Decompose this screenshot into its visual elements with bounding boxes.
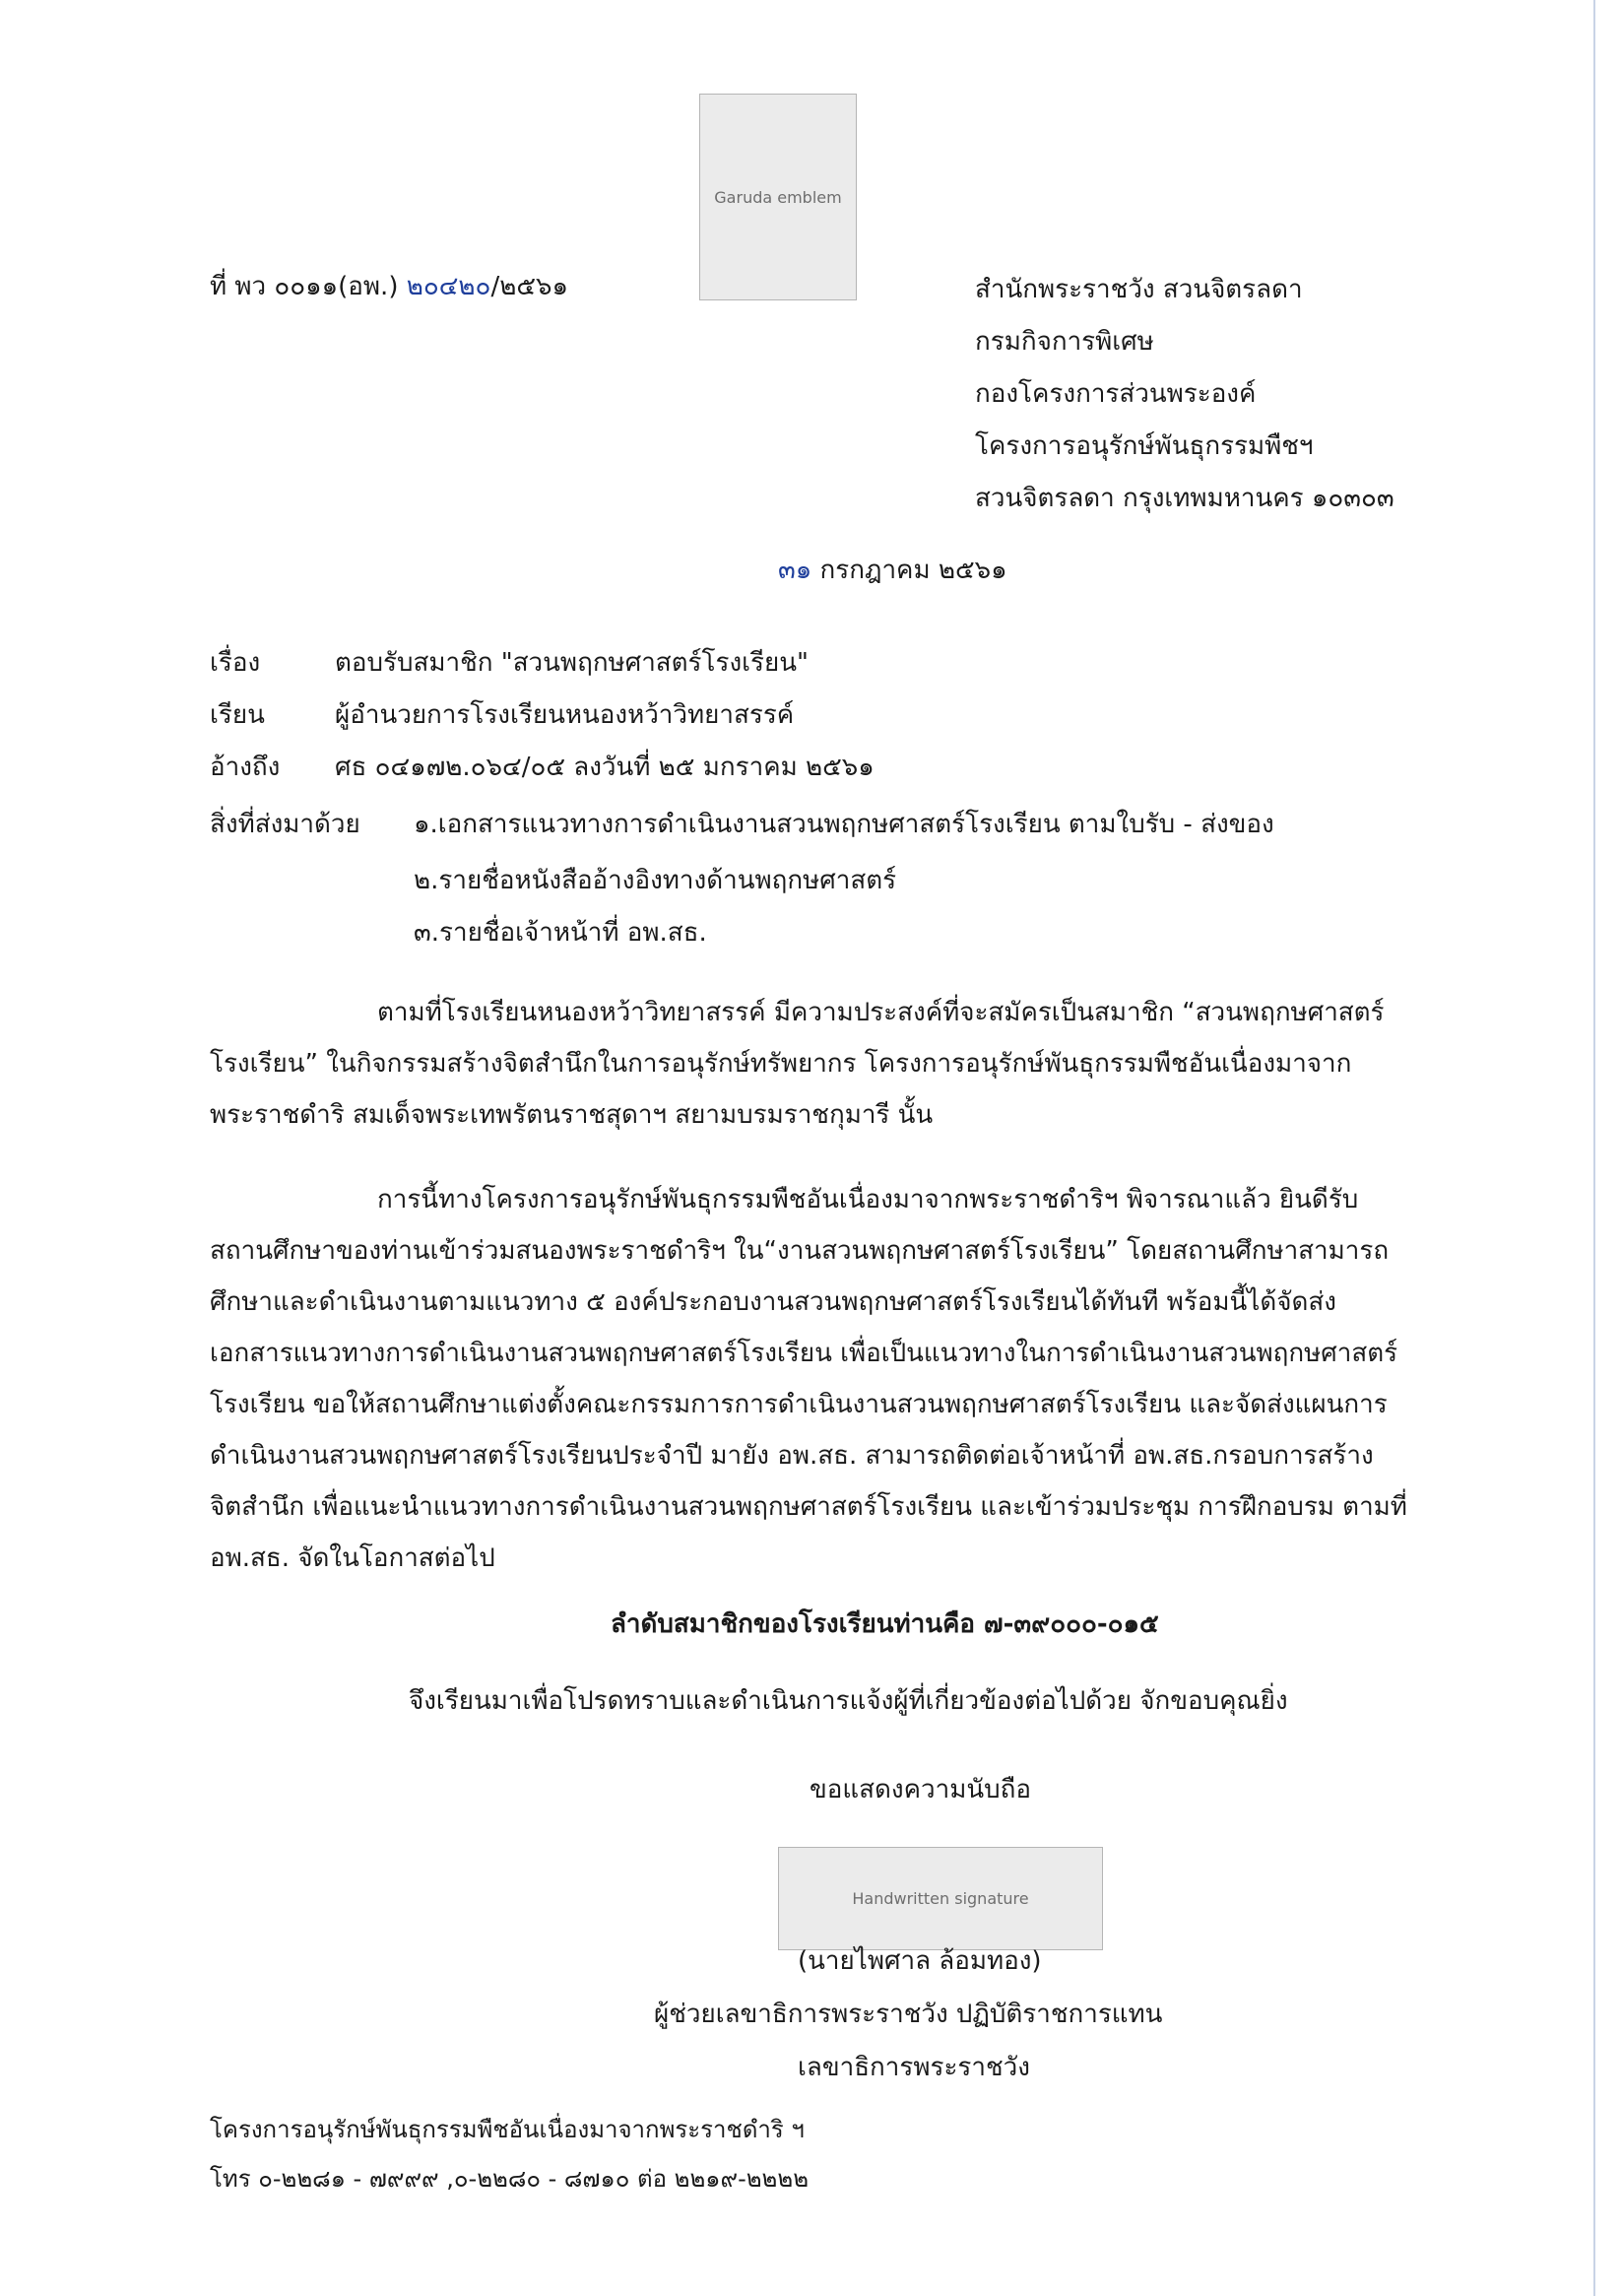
paragraph-line: สถานศึกษาของท่านเข้าร่วมสนองพระราชดำริฯ ใน“งานสวนพฤกษศาสตร์โรงเรียน” โดยสถานศึกษาสามารถ: [210, 1236, 1390, 1266]
address-line: กองโครงการส่วนพระองค์: [975, 379, 1257, 409]
reference-suffix: /๒๕๖๑: [490, 272, 569, 301]
paragraph-line: โรงเรียน” ในกิจกรรมสร้างจิตสำนึกในการอนุรักษ์ทรัพยากร โครงการอนุรักษ์พันธุกรรมพืชอันเนื่องมาจาก: [210, 1049, 1352, 1079]
body-paragraph-2: [210, 1174, 1431, 1584]
reference-label: อ้างถึง: [210, 753, 281, 782]
member-number: ลำดับสมาชิกของโรงเรียนท่านคือ ๗-๓๙๐๐๐-๐๑๕: [611, 1609, 1159, 1639]
recipient-label: เรียน: [210, 700, 265, 730]
letter-date: [778, 550, 1007, 590]
enclosure-item: ๑.เอกสารแนวทางการดำเนินงานสวนพฤกษศาสตร์โรงเรียน ตามใบรับ - ส่งของ: [414, 810, 1274, 839]
signer-office: เลขาธิการพระราชวัง: [798, 2053, 1030, 2082]
signature-image: Handwritten signature: [778, 1847, 1103, 1950]
paragraph-line: ดำเนินงานสวนพฤกษศาสตร์โรงเรียนประจำปี มายัง อพ.สธ. สามารถติดต่อเจ้าหน้าที่ อพ.สธ.กรอบการสร้าง: [210, 1441, 1374, 1471]
closing-request: จึงเรียนมาเพื่อโปรดทราบและดำเนินการแจ้งผู้ที่เกี่ยวข้องต่อไปด้วย จักขอบคุณยิ่ง: [409, 1686, 1288, 1716]
subject-label: เรื่อง: [210, 648, 261, 678]
paragraph-line: ศึกษาและดำเนินงานตามแนวทาง ๕ องค์ประกอบงานสวนพฤกษศาสตร์โรงเรียนได้ทันที พร้อมนี้ได้จัดส่ง: [210, 1287, 1336, 1317]
handwritten-day: ๓๑: [778, 556, 812, 585]
paragraph-line: การนี้ทางโครงการอนุรักษ์พันธุกรรมพืชอันเนื่องมาจากพระราชดำริฯ พิจารณาแล้ว ยินดีรับ: [377, 1185, 1359, 1214]
footer-organization: โครงการอนุรักษ์พันธุกรรมพืชอันเนื่องมาจากพระราชดำริ ฯ: [210, 2116, 805, 2143]
paragraph-line: จิตสำนึก เพื่อแนะนำแนวทางการดำเนินงานสวนพฤกษศาสตร์โรงเรียน และเข้าร่วมประชุม การฝึกอบรม ตามที่: [210, 1492, 1407, 1522]
address-line: สำนักพระราชวัง สวนจิตรลดา: [975, 275, 1303, 304]
scan-edge-line: [1593, 0, 1595, 2296]
paragraph-line: พระราชดำริ สมเด็จพระเทพรัตนราชสุดาฯ สยามบรมราชกุมารี นั้น: [210, 1100, 934, 1130]
reference-prefix: ที่ พว ๐๐๑๑(อพ.): [210, 272, 399, 301]
paragraph-line: โรงเรียน ขอให้สถานศึกษาแต่งตั้งคณะกรรมการการดำเนินงานสวนพฤกษศาสตร์โรงเรียน และจัดส่งแผนการ: [210, 1390, 1388, 1419]
footer-phone: โทร ๐-๒๒๘๑ - ๗๙๙๙ ,๐-๒๒๘๐ - ๘๗๑๐ ต่อ ๒๒๑๙-๒๒๒๒: [210, 2165, 810, 2193]
paragraph-line: อพ.สธ. จัดในโอกาสต่อไป: [210, 1543, 495, 1573]
handwritten-reference-number: ๒๐๔๒๐: [406, 272, 491, 301]
paragraph-line: เอกสารแนวทางการดำเนินงานสวนพฤกษศาสตร์โรงเรียน เพื่อเป็นแนวทางในการดำเนินงานสวนพฤกษศาสตร์: [210, 1339, 1398, 1368]
address-line: กรมกิจการพิเศษ: [975, 327, 1154, 357]
date-month-year: กรกฎาคม ๒๕๖๑: [819, 556, 1007, 585]
address-line: สวนจิตรลดา กรุงเทพมหานคร ๑๐๓๐๓: [975, 484, 1394, 513]
reference-number: [210, 266, 568, 306]
enclosure-item: ๓.รายชื่อเจ้าหน้าที่ อพ.สธ.: [414, 918, 707, 948]
closing-salutation: ขอแสดงความนับถือ: [810, 1775, 1031, 1804]
reference-text: ศธ ๐๔๑๗๒.๐๖๔/๐๕ ลงวันที่ ๒๕ มกราคม ๒๕๖๑: [335, 753, 875, 782]
subject-text: ตอบรับสมาชิก "สวนพฤกษศาสตร์โรงเรียน": [335, 648, 809, 678]
body-paragraph-1: [210, 987, 1431, 1141]
address-line: โครงการอนุรักษ์พันธุกรรมพืชฯ: [975, 431, 1314, 461]
enclosure-item: ๒.รายชื่อหนังสืออ้างอิงทางด้านพฤกษศาสตร์: [414, 866, 897, 895]
signer-name: (นายไพศาล ล้อมทอง): [798, 1946, 1042, 1976]
garuda-emblem: Garuda emblem: [699, 94, 857, 300]
paragraph-line: ตามที่โรงเรียนหนองหว้าวิทยาสรรค์ มีความประสงค์ที่จะสมัครเป็นสมาชิก “สวนพฤกษศาสตร์: [377, 998, 1385, 1027]
enclosures-label: สิ่งที่ส่งมาด้วย: [210, 810, 360, 839]
recipient-text: ผู้อำนวยการโรงเรียนหนองหว้าวิทยาสรรค์: [335, 700, 795, 730]
signer-title: ผู้ช่วยเลขาธิการพระราชวัง ปฏิบัติราชการแทน: [654, 2000, 1163, 2029]
